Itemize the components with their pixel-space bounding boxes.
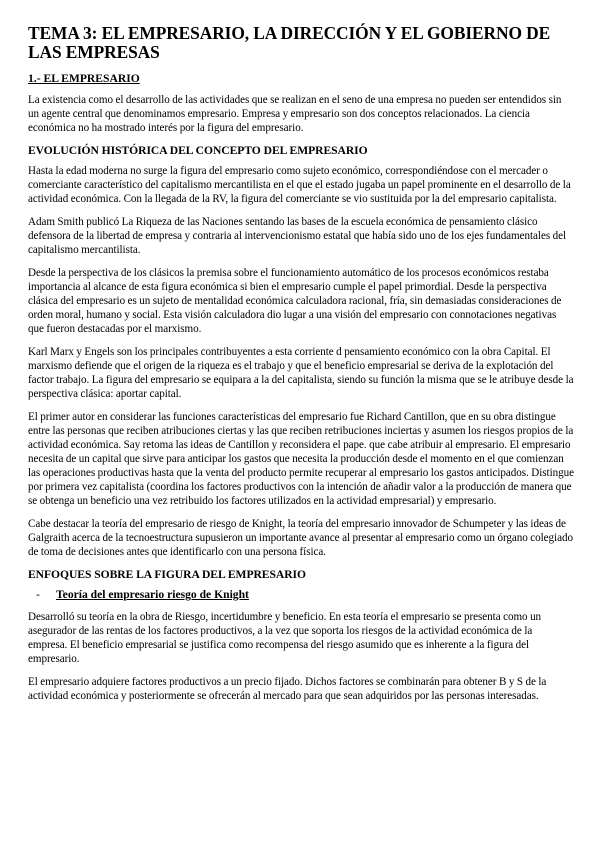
paragraph: Cabe destacar la teoría del empresario de riesgo de Knight, la teoría del empresario innovador de Schumpeter y las ideas de Galgraith acerca de la tecnoestructura supusieron un importante avance al presentar al empresario como un órgano colegiado de toma de decisiones antes que identificarlo con una persona física. — [28, 518, 573, 558]
subheading-knight-item — [28, 588, 574, 602]
paragraph: Karl Marx y Engels son los principales contribuyentes a esta corriente d pensamiento económico con la obra Capital. El marxismo defiende que el origen de la riqueza es el trabajo y que el beneficio empresarial se deriva de la explotación del factor trabajo. La figura del empresario se equipara a la del capitalista, siendo su función la misma que se le atribuye desde la perspectiva clásica: aportar capital. — [28, 346, 574, 400]
heading-evolucion: EVOLUCIÓN HISTÓRICA DEL CONCEPTO DEL EMPRESARIO — [28, 144, 368, 157]
intro-paragraph: La existencia como el desarrollo de las actividades que se realizan en el seno de una empresa no pueden ser entendidos sin un agente central que denominamos empresario. Empresa y empresario son dos conceptos relacionados. La ciencia económica no ha mostrado interés por la figura del empresario. — [28, 94, 562, 134]
section-heading-empresario: 1.- EL EMPRESARIO — [28, 72, 140, 85]
paragraph: El empresario adquiere factores productivos a un precio fijado. Dichos factores se combinarán para obtener B y S de la actividad económica y posteriormente se ofrecerán al mercado para que sean adquiridos por las personas interesadas. — [28, 676, 547, 702]
paragraph: Desarrolló su teoría en la obra de Riesgo, incertidumbre y beneficio. En esta teoría el empresario se presenta como un asegurador de las rentas de los factores productivos, a la vez que soporta los riesgos de la actividad económica de la empresa. El beneficio empresarial se justifica como recompensa del riesgo asumido que es inherente a la figura del empresario. — [28, 611, 542, 665]
page-title: TEMA 3: EL EMPRESARIO, LA DIRECCIÓN Y EL GOBIERNO DE LAS EMPRESAS — [28, 23, 551, 62]
paragraph: Adam Smith publicó La Riqueza de las Naciones sentando las bases de la escuela económica de pensamiento clásico defensora de la libertad de empresa y contraria al intervencionismo estatal que había sido uno de los ejes fundamentales del capitalismo mercantilista. — [28, 216, 567, 256]
heading-enfoques: ENFOQUES SOBRE LA FIGURA DEL EMPRESARIO — [28, 568, 306, 581]
bullet-dash: - — [36, 588, 40, 601]
paragraph: El primer autor en considerar las funciones características del empresario fue Richard Cantillon, que en su obra distingue entre las personas que reciben atribuciones ciertas y las que reciben retribuciones inciertas y asumen los riesgos propios de la actividad económica. Say retoma las ideas de Cantillon y reconsidera el pape. que cabe atribuir al empresario. El empresario necesita de un capital que sirve para anticipar los gastos que necesita la producción desde el momento en el que comienzan las operaciones productivas hasta que la venta del producto permite recuperar al empresario los gastos anticipados. Distingue por primera vez capitalista (coordina los factores productivos con la intención de añadir valor a la producción de manera que se obtenga un beneficio una vez retribuido los factores utilizados en la actividad empresarial) y empresario. — [28, 411, 574, 507]
paragraph: Desde la perspectiva de los clásicos la premisa sobre el funcionamiento automático de los procesos económicos restaba importancia al alcance de esta figura económica si bien el empresario cumple el papel primordial. Desde la perspectiva clásica del empresario es un sujeto de mentalidad económica calculadora racional, fría, sin demasiadas consideraciones de orden moral, humano y social. Esta visión calculadora dio lugar a una visión del empresario con connotaciones negativas que fueron destacadas por el marxismo. — [28, 267, 562, 335]
subheading-knight: Teoría del empresario riesgo de Knight — [56, 588, 249, 601]
paragraph: Hasta la edad moderna no surge la figura del empresario como sujeto económico, correspondiéndose con el mercader o comerciante característico del capitalismo mercantilista en el que el estado jugaba un papel prominente en el desarrollo de la actividad económica. Con la llegada de la RV, la figura del comerciante se vio sustituida por la del empresario capitalista. — [28, 165, 571, 205]
document-page — [28, 24, 574, 712]
